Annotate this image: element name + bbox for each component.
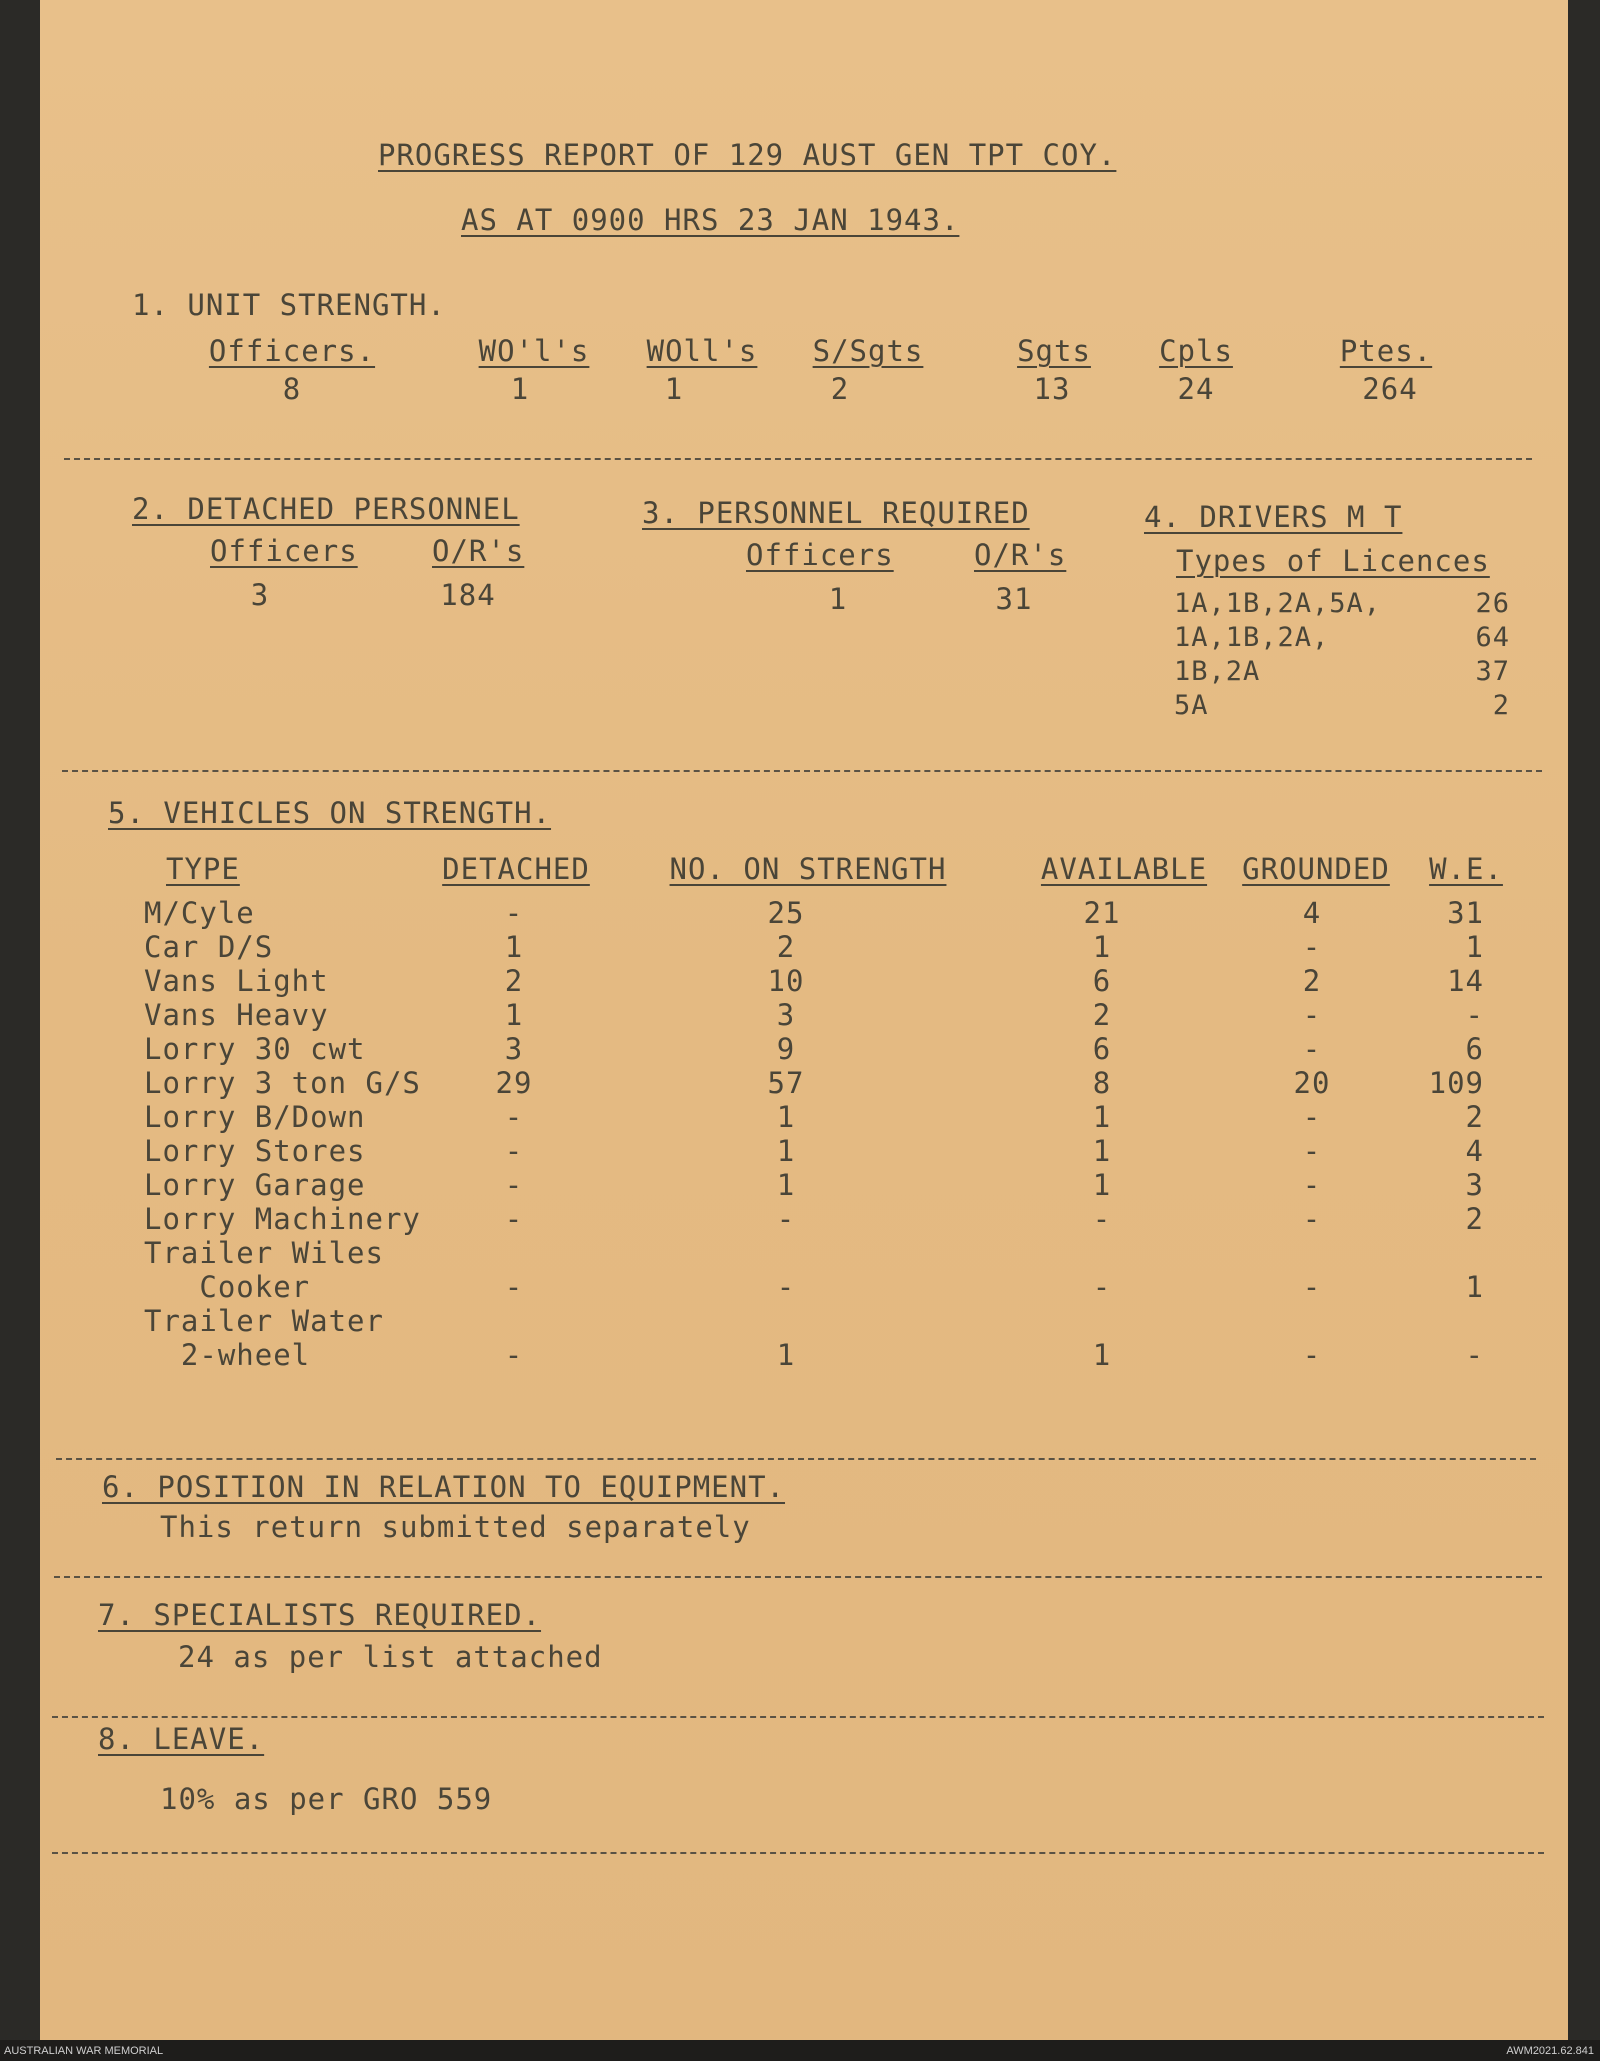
- report-date-line: AS AT 0900 HRS 23 JAN 1943.: [461, 203, 960, 237]
- unit-col-label: Sgts: [1017, 334, 1091, 368]
- licence-count: 64: [1475, 622, 1510, 653]
- vehicle-cell-type: Trailer Water: [144, 1304, 384, 1338]
- section-8-heading: 8. LEAVE.: [98, 1722, 265, 1756]
- vehicle-cell-det: 3: [504, 1032, 524, 1066]
- unit-col-value: 8: [282, 372, 302, 406]
- required-or-label: O/R's: [974, 538, 1067, 572]
- vehicles-header-strength: NO. ON STRENGTH: [669, 852, 947, 886]
- vehicles-header-detached: DETACHED: [442, 852, 590, 886]
- section-divider: [52, 1852, 1544, 1854]
- vehicle-cell-str: -: [776, 1270, 796, 1304]
- section-7-heading: 7. SPECIALISTS REQUIRED.: [98, 1598, 542, 1632]
- vehicle-cell-det: -: [504, 1270, 524, 1304]
- specialists-note: 24 as per list attached: [178, 1640, 603, 1674]
- vehicle-cell-we: -: [1465, 1338, 1484, 1372]
- vehicle-cell-str: 1: [776, 1134, 796, 1168]
- vehicle-cell-gnd: -: [1302, 1032, 1322, 1066]
- vehicle-cell-gnd: -: [1302, 1202, 1322, 1236]
- unit-col-label: Cpls: [1159, 334, 1233, 368]
- vehicle-cell-type: Car D/S: [144, 930, 274, 964]
- vehicle-cell-avail: 1: [1092, 930, 1112, 964]
- required-officers-label: Officers: [746, 538, 894, 572]
- unit-col-label: WO'l's: [478, 334, 590, 368]
- vehicle-cell-type: Trailer Wiles: [144, 1236, 384, 1270]
- vehicle-cell-gnd: -: [1302, 1100, 1322, 1134]
- vehicle-cell-str: 9: [776, 1032, 796, 1066]
- leave-note: 10% as per GRO 559: [160, 1782, 493, 1816]
- section-divider: [64, 458, 1532, 460]
- vehicle-cell-gnd: -: [1302, 1168, 1322, 1202]
- vehicle-cell-det: 1: [504, 930, 524, 964]
- section-5-heading: 5. VEHICLES ON STRENGTH.: [108, 796, 552, 830]
- licence-type: 1A,1B,2A,: [1174, 622, 1330, 653]
- footer-source: AUSTRALIAN WAR MEMORIAL: [4, 2045, 164, 2057]
- vehicle-cell-avail: -: [1092, 1270, 1112, 1304]
- vehicle-cell-gnd: -: [1302, 1134, 1322, 1168]
- unit-col-value: 1: [664, 372, 684, 406]
- vehicles-header-type: TYPE: [166, 852, 240, 886]
- vehicle-cell-gnd: -: [1302, 998, 1322, 1032]
- licence-count: 37: [1475, 656, 1510, 687]
- vehicle-cell-str: 57: [767, 1066, 805, 1100]
- vehicle-cell-gnd: -: [1302, 1270, 1322, 1304]
- licence-count: 2: [1492, 690, 1510, 721]
- detached-or-label: O/R's: [432, 534, 525, 568]
- unit-col-value: 1: [510, 372, 530, 406]
- vehicle-cell-type: M/Cyle: [144, 896, 255, 930]
- vehicle-cell-det: 29: [495, 1066, 533, 1100]
- detached-or-value: 184: [440, 578, 496, 612]
- vehicle-cell-type: 2-wheel: [144, 1338, 311, 1372]
- vehicle-cell-avail: 1: [1092, 1168, 1112, 1202]
- licence-types-subheading: Types of Licences: [1176, 544, 1490, 578]
- unit-col-label: WOll's: [646, 334, 758, 368]
- vehicle-cell-we: 3: [1465, 1168, 1484, 1202]
- required-or-value: 31: [995, 582, 1033, 616]
- vehicle-cell-det: -: [504, 1338, 524, 1372]
- vehicle-cell-type: Vans Light: [144, 964, 329, 998]
- section-4-heading: 4. DRIVERS M T: [1144, 500, 1403, 534]
- vehicle-cell-str: 10: [767, 964, 805, 998]
- licence-type: 1A,1B,2A,5A,: [1174, 588, 1382, 619]
- unit-col-value: 264: [1362, 372, 1418, 406]
- vehicle-cell-avail: 6: [1092, 1032, 1112, 1066]
- unit-col-label: S/Sgts: [812, 334, 924, 368]
- vehicle-cell-det: -: [504, 1100, 524, 1134]
- vehicle-cell-type: Lorry B/Down: [144, 1100, 366, 1134]
- vehicle-cell-gnd: -: [1302, 930, 1322, 964]
- vehicle-cell-we: 31: [1447, 896, 1484, 930]
- vehicle-cell-we: 4: [1465, 1134, 1484, 1168]
- section-3-heading: 3. PERSONNEL REQUIRED: [642, 496, 1030, 530]
- vehicle-cell-avail: 1: [1092, 1100, 1112, 1134]
- vehicle-cell-gnd: 20: [1293, 1066, 1331, 1100]
- section-6-heading: 6. POSITION IN RELATION TO EQUIPMENT.: [102, 1470, 786, 1504]
- report-title: PROGRESS REPORT OF 129 AUST GEN TPT COY.: [378, 138, 1117, 172]
- licence-type: 1B,2A: [1174, 656, 1261, 687]
- vehicle-cell-we: 1: [1465, 930, 1484, 964]
- document-sheet: [40, 0, 1568, 2040]
- vehicle-cell-avail: 1: [1092, 1338, 1112, 1372]
- section-1-heading: 1. UNIT STRENGTH.: [132, 288, 446, 322]
- vehicle-cell-det: -: [504, 1168, 524, 1202]
- licence-type: 5A: [1174, 690, 1209, 721]
- vehicle-cell-det: -: [504, 1202, 524, 1236]
- vehicle-cell-str: 2: [776, 930, 796, 964]
- licence-count: 26: [1475, 588, 1510, 619]
- vehicle-cell-type: Lorry Stores: [144, 1134, 366, 1168]
- vehicle-cell-avail: 6: [1092, 964, 1112, 998]
- vehicle-cell-type: Lorry 30 cwt: [144, 1032, 366, 1066]
- vehicles-header-grounded: GROUNDED: [1242, 852, 1390, 886]
- vehicle-cell-det: -: [504, 896, 524, 930]
- vehicle-cell-avail: 8: [1092, 1066, 1112, 1100]
- detached-officers-value: 3: [250, 578, 270, 612]
- section-divider: [62, 770, 1542, 772]
- vehicle-cell-type: Lorry Machinery: [144, 1202, 421, 1236]
- vehicle-cell-we: 2: [1465, 1100, 1484, 1134]
- vehicle-cell-avail: 1: [1092, 1134, 1112, 1168]
- vehicle-cell-type: Cooker: [144, 1270, 311, 1304]
- unit-col-label: Officers.: [208, 334, 376, 368]
- vehicle-cell-gnd: -: [1302, 1338, 1322, 1372]
- vehicle-cell-det: 2: [504, 964, 524, 998]
- section-divider: [56, 1458, 1536, 1460]
- section-divider: [54, 1576, 1542, 1578]
- unit-col-value: 24: [1177, 372, 1215, 406]
- vehicle-cell-str: -: [776, 1202, 796, 1236]
- section-2-heading: 2. DETACHED PERSONNEL: [132, 492, 520, 526]
- footer-accession: AWM2021.62.841: [1506, 2045, 1594, 2057]
- unit-col-value: 2: [830, 372, 850, 406]
- vehicle-cell-we: 109: [1428, 1066, 1484, 1100]
- vehicle-cell-we: 6: [1465, 1032, 1484, 1066]
- vehicle-cell-type: Lorry 3 ton G/S: [144, 1066, 421, 1100]
- vehicle-cell-str: 25: [767, 896, 805, 930]
- vehicle-cell-det: -: [504, 1134, 524, 1168]
- vehicles-header-we: W.E.: [1429, 852, 1503, 886]
- vehicles-header-available: AVAILABLE: [1040, 852, 1208, 886]
- vehicle-cell-avail: 21: [1083, 896, 1121, 930]
- vehicle-cell-avail: -: [1092, 1202, 1112, 1236]
- vehicle-cell-type: Vans Heavy: [144, 998, 329, 1032]
- vehicle-cell-str: 1: [776, 1168, 796, 1202]
- archive-footer: [0, 2040, 1600, 2061]
- section-divider: [52, 1716, 1544, 1718]
- detached-officers-label: Officers: [210, 534, 358, 568]
- vehicle-cell-gnd: 2: [1302, 964, 1322, 998]
- vehicle-cell-str: 1: [776, 1338, 796, 1372]
- vehicle-cell-we: 1: [1465, 1270, 1484, 1304]
- unit-col-label: Ptes.: [1339, 334, 1433, 368]
- required-officers-value: 1: [828, 582, 848, 616]
- unit-col-value: 13: [1033, 372, 1071, 406]
- vehicle-cell-gnd: 4: [1302, 896, 1322, 930]
- vehicle-cell-str: 1: [776, 1100, 796, 1134]
- vehicle-cell-we: -: [1465, 998, 1484, 1032]
- equipment-note: This return submitted separately: [160, 1510, 751, 1544]
- vehicle-cell-type: Lorry Garage: [144, 1168, 366, 1202]
- vehicle-cell-we: 2: [1465, 1202, 1484, 1236]
- vehicle-cell-det: 1: [504, 998, 524, 1032]
- vehicle-cell-str: 3: [776, 998, 796, 1032]
- vehicle-cell-avail: 2: [1092, 998, 1112, 1032]
- vehicle-cell-we: 14: [1447, 964, 1484, 998]
